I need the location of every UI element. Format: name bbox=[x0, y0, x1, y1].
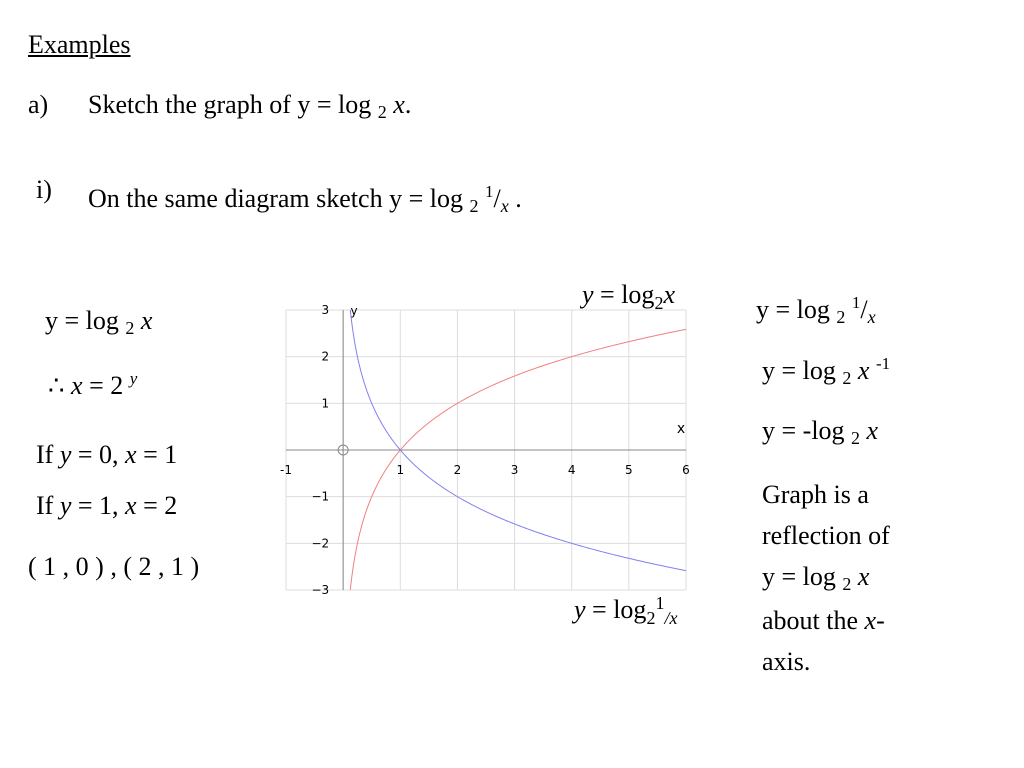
left-eq-exp: ∴ x = 2 $^y$ bbox=[48, 369, 138, 400]
left-if-y0: If y = 0, x = 1 bbox=[36, 440, 178, 469]
part-a-label: a) bbox=[28, 90, 49, 119]
x-tick-label: 5 bbox=[625, 463, 633, 477]
page-title: Examples bbox=[28, 30, 131, 59]
left-if-y1: If y = 1, x = 2 bbox=[36, 491, 178, 520]
graph-label-log2-1-over-x: $y = \log_2^1_{/x}$ bbox=[574, 593, 678, 628]
left-points: ( 1 , 0 ) , ( 2 , 1 ) bbox=[28, 552, 200, 581]
chart-ylabel: y bbox=[350, 304, 358, 318]
y-tick-label: 1 bbox=[321, 396, 330, 411]
chart-axes bbox=[286, 310, 686, 590]
left-eq-log: y = log 2 x bbox=[45, 306, 153, 338]
y-tick-label: 3 bbox=[321, 303, 330, 317]
graph-label-log2x: $y = \log_2x$ bbox=[582, 280, 675, 313]
x-tick-label: 1 bbox=[396, 463, 405, 477]
part-i-text: On the same diagram sketch y = log 2 $^1$/x . bbox=[88, 182, 522, 216]
log-graph bbox=[276, 300, 706, 600]
right-eq-1-over-x: y = log 2 $^1$/x bbox=[756, 293, 876, 327]
part-a-text: Sketch the graph of y = log 2 x. bbox=[88, 90, 412, 122]
right-eq-x-inverse: y = log 2 x $^{-1}$ bbox=[762, 354, 891, 388]
reflection-note: Graph is a reflection of y = log 2 x about the x- axis. bbox=[762, 480, 890, 676]
y-tick-label: −3 bbox=[311, 583, 330, 597]
chart-xlabel: x bbox=[676, 421, 686, 437]
right-eq-neg-log: y = -log 2 x bbox=[762, 416, 879, 448]
x-tick-label: 3 bbox=[510, 463, 519, 477]
y-tick-label: −2 bbox=[311, 536, 330, 551]
x-tick-label: 6 bbox=[682, 463, 690, 477]
part-i-label: i) bbox=[36, 175, 52, 204]
y-tick-label: −1 bbox=[311, 489, 330, 504]
x-tick-label: 4 bbox=[567, 463, 576, 477]
x-tick-label: -1 bbox=[280, 463, 292, 477]
x-tick-label: 2 bbox=[453, 463, 462, 477]
y-tick-label: 2 bbox=[321, 349, 330, 364]
